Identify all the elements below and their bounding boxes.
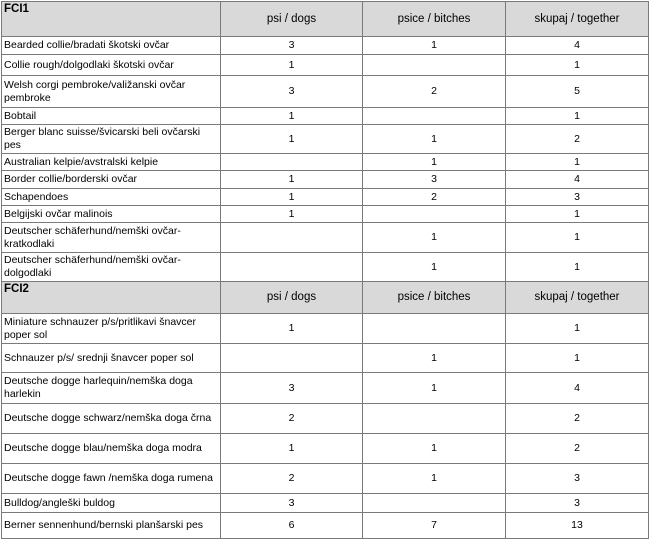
bitches-count: 7	[363, 513, 506, 539]
table-row	[2, 344, 649, 373]
breed-name: Deutsche dogge schwarz/nemška doga črna	[2, 404, 221, 434]
breed-name: Belgijski ovčar malinois	[2, 206, 221, 223]
dogs-count: 3	[221, 494, 363, 513]
breed-name: Deutsche dogge harlequin/nemška doga harlekin	[2, 373, 221, 404]
breed-name: Border collie/borderski ovčar	[2, 171, 221, 189]
col-header-bitches: psice / bitches	[363, 2, 506, 37]
group-header-row	[2, 282, 649, 314]
table-row	[2, 125, 649, 154]
dogs-count: 1	[221, 55, 363, 76]
col-header-bitches: psice / bitches	[363, 282, 506, 314]
table-row	[2, 223, 649, 253]
dogs-count: 1	[221, 206, 363, 223]
breed-name: Deutsche dogge fawn /nemška doga rumena	[2, 464, 221, 494]
col-header-dogs: psi / dogs	[221, 2, 363, 37]
total-count: 4	[506, 171, 649, 189]
breed-name: Australian kelpie/avstralski kelpie	[2, 154, 221, 171]
bitches-count: 1	[363, 373, 506, 404]
group-label: FCI1	[2, 2, 221, 37]
dogs-count: 2	[221, 464, 363, 494]
total-count: 1	[506, 206, 649, 223]
table-row	[2, 373, 649, 404]
dogs-count: 3	[221, 76, 363, 108]
table-row	[2, 494, 649, 513]
group-label: FCI2	[2, 282, 221, 314]
breed-name: Schapendoes	[2, 189, 221, 206]
total-count: 2	[506, 125, 649, 154]
bitches-count: 1	[363, 344, 506, 373]
dogs-count: 1	[221, 108, 363, 125]
bitches-count: 1	[363, 464, 506, 494]
col-header-dogs: psi / dogs	[221, 282, 363, 314]
table-row	[2, 434, 649, 464]
dogs-count: 3	[221, 373, 363, 404]
total-count: 3	[506, 189, 649, 206]
table-row	[2, 108, 649, 125]
total-count: 1	[506, 314, 649, 344]
total-count: 1	[506, 253, 649, 282]
col-header-total: skupaj / together	[506, 2, 649, 37]
bitches-count: 1	[363, 253, 506, 282]
col-header-total: skupaj / together	[506, 282, 649, 314]
table-row	[2, 253, 649, 282]
breed-name: Deutscher schäferhund/nemški ovčar-kratkodlaki	[2, 223, 221, 253]
bitches-count: 3	[363, 171, 506, 189]
dogs-count: 1	[221, 314, 363, 344]
table-row	[2, 76, 649, 108]
dogs-count	[221, 223, 363, 253]
bitches-count: 1	[363, 37, 506, 55]
table-row	[2, 55, 649, 76]
dogs-count: 1	[221, 189, 363, 206]
total-count: 4	[506, 37, 649, 55]
total-count: 3	[506, 464, 649, 494]
breed-name: Bobtail	[2, 108, 221, 125]
total-count: 1	[506, 55, 649, 76]
dogs-count: 1	[221, 125, 363, 154]
bitches-count: 1	[363, 434, 506, 464]
breed-name: Miniature schnauzer p/s/pritlikavi šnavcer poper sol	[2, 314, 221, 344]
bitches-count: 1	[363, 125, 506, 154]
table-row	[2, 154, 649, 171]
breed-name: Deutsche dogge blau/nemška doga modra	[2, 434, 221, 464]
breed-name: Bearded collie/bradati škotski ovčar	[2, 37, 221, 55]
bitches-count	[363, 108, 506, 125]
total-count: 2	[506, 434, 649, 464]
group-header-row	[2, 2, 649, 37]
total-count: 1	[506, 108, 649, 125]
bitches-count	[363, 404, 506, 434]
dogs-count	[221, 154, 363, 171]
total-count: 3	[506, 494, 649, 513]
dogs-count: 1	[221, 434, 363, 464]
bitches-count: 2	[363, 189, 506, 206]
breed-name: Berner sennenhund/bernski planšarski pes	[2, 513, 221, 539]
table-row	[2, 189, 649, 206]
bitches-count: 1	[363, 154, 506, 171]
bitches-count	[363, 494, 506, 513]
dogs-count	[221, 344, 363, 373]
table-row	[2, 314, 649, 344]
breed-name: Welsh corgi pembroke/vali​žanski ovčar pembroke	[2, 76, 221, 108]
results-table	[1, 1, 649, 539]
total-count: 2	[506, 404, 649, 434]
breed-name: Berger blanc suisse/švicarski beli ovčarski pes	[2, 125, 221, 154]
total-count: 13	[506, 513, 649, 539]
table-row	[2, 171, 649, 189]
total-count: 5	[506, 76, 649, 108]
total-count: 1	[506, 154, 649, 171]
bitches-count	[363, 55, 506, 76]
table-row	[2, 37, 649, 55]
dogs-count: 1	[221, 171, 363, 189]
breed-name: Collie rough/dolgodlaki škotski ovčar	[2, 55, 221, 76]
table-row	[2, 206, 649, 223]
breed-name: Deutscher schäferhund/nemški ovčar-dolgodlaki	[2, 253, 221, 282]
bitches-count: 1	[363, 223, 506, 253]
dogs-count: 3	[221, 37, 363, 55]
table-row	[2, 513, 649, 539]
table-row	[2, 404, 649, 434]
total-count: 1	[506, 344, 649, 373]
breed-name: Bulldog/angleški buldog	[2, 494, 221, 513]
dogs-count	[221, 253, 363, 282]
total-count: 1	[506, 223, 649, 253]
dogs-count: 2	[221, 404, 363, 434]
breed-name: Schnauzer p/s/ srednji šnavcer poper sol	[2, 344, 221, 373]
bitches-count	[363, 314, 506, 344]
total-count: 4	[506, 373, 649, 404]
table-row	[2, 464, 649, 494]
dogs-count: 6	[221, 513, 363, 539]
bitches-count: 2	[363, 76, 506, 108]
bitches-count	[363, 206, 506, 223]
